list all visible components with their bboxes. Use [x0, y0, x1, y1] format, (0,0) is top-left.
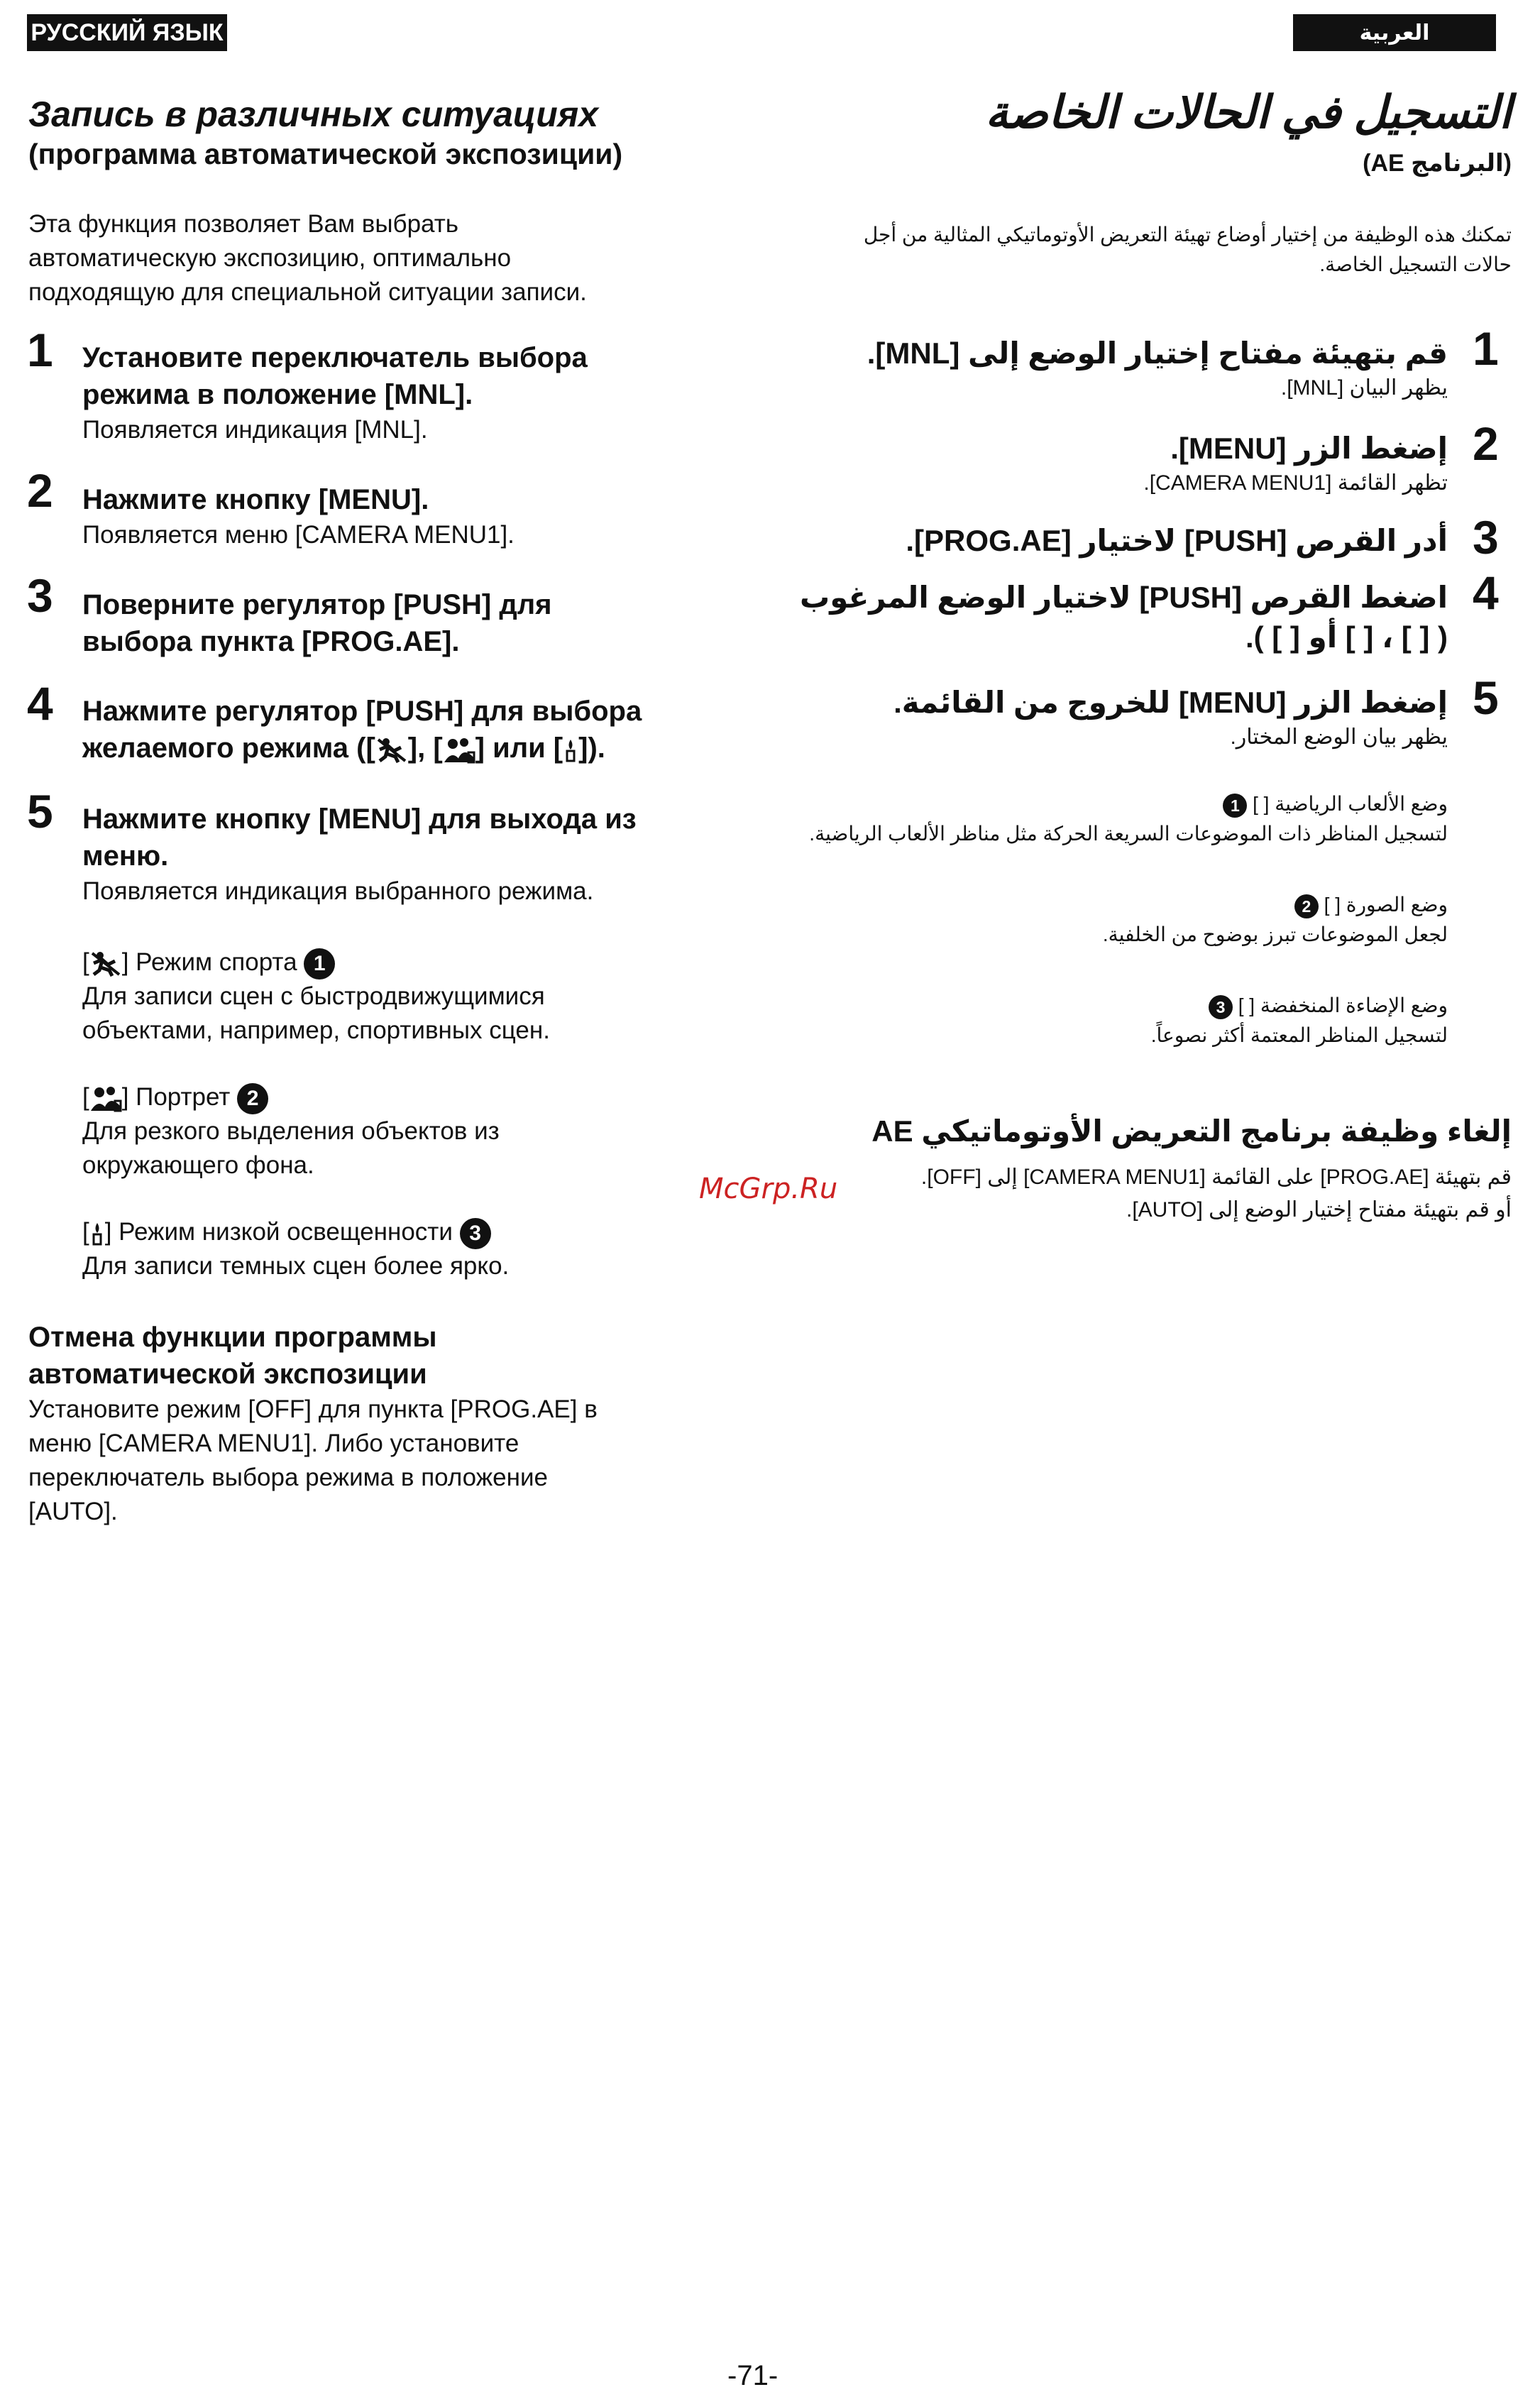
ar-mode-heading: وضع الألعاب الرياضية [ ] 1 — [667, 789, 1448, 819]
ru-step-1 — [82, 339, 707, 447]
ar-language-tab: العربية — [1293, 14, 1496, 51]
ru-intro-line: подходящую для специальной ситуации записи. — [28, 278, 587, 306]
ru-language-tab: РУССКИЙ ЯЗЫК — [27, 14, 227, 51]
ru-mode-desc: Для резкого выделения объектов из — [82, 1117, 500, 1145]
ar-step-4 — [667, 578, 1448, 657]
ru-step-number: 4 — [27, 677, 53, 730]
ar-step-title: إضغط الزر [MENU] للخروج من القائمة. — [893, 686, 1448, 719]
ar-cancel-line: أو قم بتهيئة مفتاح إختيار الوضع إلى [AUTO]. — [1126, 1198, 1512, 1222]
ar-mode-portrait — [667, 890, 1448, 950]
ru-step-3 — [82, 586, 707, 660]
ar-mode-heading: وضع الصورة [ ] 2 — [667, 890, 1448, 920]
ru-mode-heading: [ ] Режим спорта 1 — [82, 945, 707, 980]
ar-mode-sports — [667, 789, 1448, 849]
ar-step-note: يظهر بيان الوضع المختار. — [1230, 725, 1448, 749]
ru-mode-desc: Для записи темных сцен более ярко. — [82, 1252, 510, 1280]
number-3-badge: 3 — [460, 1218, 491, 1249]
ar-step-title: ( [ ] ، [ ] أو [ ] ). — [1245, 620, 1448, 654]
ru-cancel-text: Установите режим [OFF] для пункта [PROG.AE] в — [28, 1395, 598, 1423]
ru-step-2 — [82, 481, 707, 552]
ru-step-number: 1 — [27, 324, 53, 376]
ar-intro-line: تمكنك هذه الوظيفة من إختيار أوضاع تهيئة التعريض الأوتوماتيكي المثالية من أجل — [863, 224, 1512, 246]
ru-step-title: Установите переключатель выбора — [82, 342, 588, 373]
ar-cancel-title: إلغاء وظيفة برنامج التعريض الأوتوماتيكي AE — [871, 1114, 1512, 1148]
portrait-icon — [89, 1085, 122, 1112]
ru-step-title: Нажмите кнопку [MENU] для выхода из — [82, 803, 637, 835]
ar-mode-low-light — [667, 991, 1448, 1050]
ar-step-number: 1 — [1473, 322, 1499, 375]
ru-cancel-text: меню [CAMERA MENU1]. Либо установите — [28, 1430, 519, 1457]
low-light-icon — [89, 1220, 105, 1247]
ru-mode-desc: объектами, например, спортивных сцен. — [82, 1016, 550, 1044]
page-number: -71- — [727, 2360, 779, 2391]
ru-step-note: Появляется индикация выбранного режима. — [82, 877, 594, 905]
portrait-icon — [443, 736, 475, 763]
ru-step-number: 5 — [27, 785, 53, 838]
ru-step-title: режима в положение [MNL]. — [82, 379, 473, 410]
ar-mode-desc: لتسجيل المناظر ذات الموضوعات السريعة الحركة مثل مناظر الألعاب الرياضية. — [809, 823, 1448, 845]
ar-step-title: قم بتهيئة مفتاح إختيار الوضع إلى [MNL]. — [867, 336, 1448, 370]
ar-mode-desc: لجعل الموضوعات تبرز بوضوح من الخلفية. — [1102, 923, 1448, 945]
ru-mode-low-light — [82, 1215, 707, 1283]
ru-intro-line: Эта функция позволяет Вам выбрать — [28, 210, 459, 238]
ru-intro-line: автоматическую экспозицию, оптимально — [28, 244, 512, 272]
ar-cancel-line: قم بتهيئة [PROG.AE] على القائمة [CAMERA MENU1] إلى [OFF]. — [920, 1165, 1512, 1189]
ar-cancel-text — [731, 1161, 1512, 1227]
ar-mode-heading: وضع الإضاءة المنخفضة [ ] 3 — [667, 991, 1448, 1021]
ru-mode-desc: Для записи сцен с быстродвижущимися — [82, 982, 545, 1010]
ru-step-4 — [82, 693, 707, 767]
ru-step-note: Появляется меню [CAMERA MENU1]. — [82, 521, 515, 549]
ru-cancel-title: автоматической экспозиции — [28, 1359, 427, 1390]
watermark-text: McGrp.Ru — [699, 1173, 838, 1205]
sports-icon — [375, 736, 408, 763]
ru-step-number: 3 — [27, 569, 53, 622]
ru-mode-heading: [ ] Режим низкой освещенности 3 — [82, 1215, 707, 1249]
ru-step-title: Нажмите кнопку [MENU]. — [82, 484, 429, 515]
ar-step-5 — [667, 683, 1448, 752]
ar-step-note: يظهر البيان [MNL]. — [1280, 376, 1448, 400]
ru-step-text: ] или [ — [475, 733, 563, 764]
ru-step-5 — [82, 801, 707, 909]
number-3-badge: 3 — [1209, 995, 1233, 1019]
number-1-badge: 1 — [304, 948, 335, 980]
ru-mode-heading: [ ] Портрет 2 — [82, 1080, 707, 1114]
ru-cancel-section — [28, 1319, 667, 1529]
ru-step-number: 2 — [27, 464, 53, 517]
ru-step-title: меню. — [82, 840, 169, 872]
ar-step-note: تظهر القائمة [CAMERA MENU1]. — [1143, 471, 1448, 495]
ar-page-title: التسجيل في الحالات الخاصة — [985, 87, 1512, 138]
number-2-badge: 2 — [1294, 894, 1319, 918]
low-light-icon — [563, 736, 578, 763]
ru-cancel-title: Отмена функции программы — [28, 1322, 437, 1353]
ru-mode-sports — [82, 945, 707, 1048]
ru-step-title: Нажмите регулятор [PUSH] для выбора — [82, 696, 642, 727]
ru-step-title: Поверните регулятор [PUSH] для — [82, 589, 552, 620]
ar-step-number: 3 — [1473, 511, 1499, 564]
ar-page-subtitle: (البرنامج AE) — [1363, 150, 1512, 177]
ar-step-title: أدر القرص [PUSH] لاختيار [PROG.AE]. — [906, 524, 1448, 557]
ar-step-number: 4 — [1473, 566, 1499, 619]
ar-step-title: اضغط القرص [PUSH] لاختيار الوضع المرغوب — [800, 581, 1448, 614]
ar-step-number: 2 — [1473, 417, 1499, 470]
ar-mode-desc: لتسجيل المناظر المعتمة أكثر نصوعاً. — [1150, 1024, 1448, 1046]
ru-step-text: ]). — [578, 733, 605, 764]
number-1-badge: 1 — [1223, 794, 1247, 818]
ru-cancel-text: переключатель выбора режима в положение — [28, 1464, 548, 1491]
ar-intro — [802, 220, 1512, 280]
ru-intro — [28, 207, 667, 309]
ar-step-1 — [667, 334, 1448, 403]
ru-step-note: Появляется индикация [MNL]. — [82, 416, 428, 444]
ru-mode-portrait — [82, 1080, 707, 1183]
ru-page-title: Запись в различных ситуациях — [28, 94, 599, 134]
ru-step-text: ], [ — [407, 733, 443, 764]
ar-step-number: 5 — [1473, 671, 1499, 724]
ru-step-title-line2 — [82, 730, 707, 767]
ru-cancel-text: [AUTO]. — [28, 1498, 118, 1525]
ar-step-2 — [667, 429, 1448, 498]
ar-intro-line: حالات التسجيل الخاصة. — [1319, 253, 1512, 275]
ar-step-3 — [667, 521, 1448, 561]
ru-mode-desc: окружающего фона. — [82, 1151, 314, 1179]
ru-step-text: желаемого режима ([ — [82, 733, 375, 764]
sports-icon — [89, 950, 122, 977]
number-2-badge: 2 — [237, 1083, 268, 1114]
ar-step-title: إضغط الزر [MENU]. — [1170, 432, 1448, 465]
ru-step-title: выбора пункта [PROG.AE]. — [82, 626, 460, 657]
ru-page-subtitle: (программа автоматической экспозиции) — [28, 138, 623, 170]
